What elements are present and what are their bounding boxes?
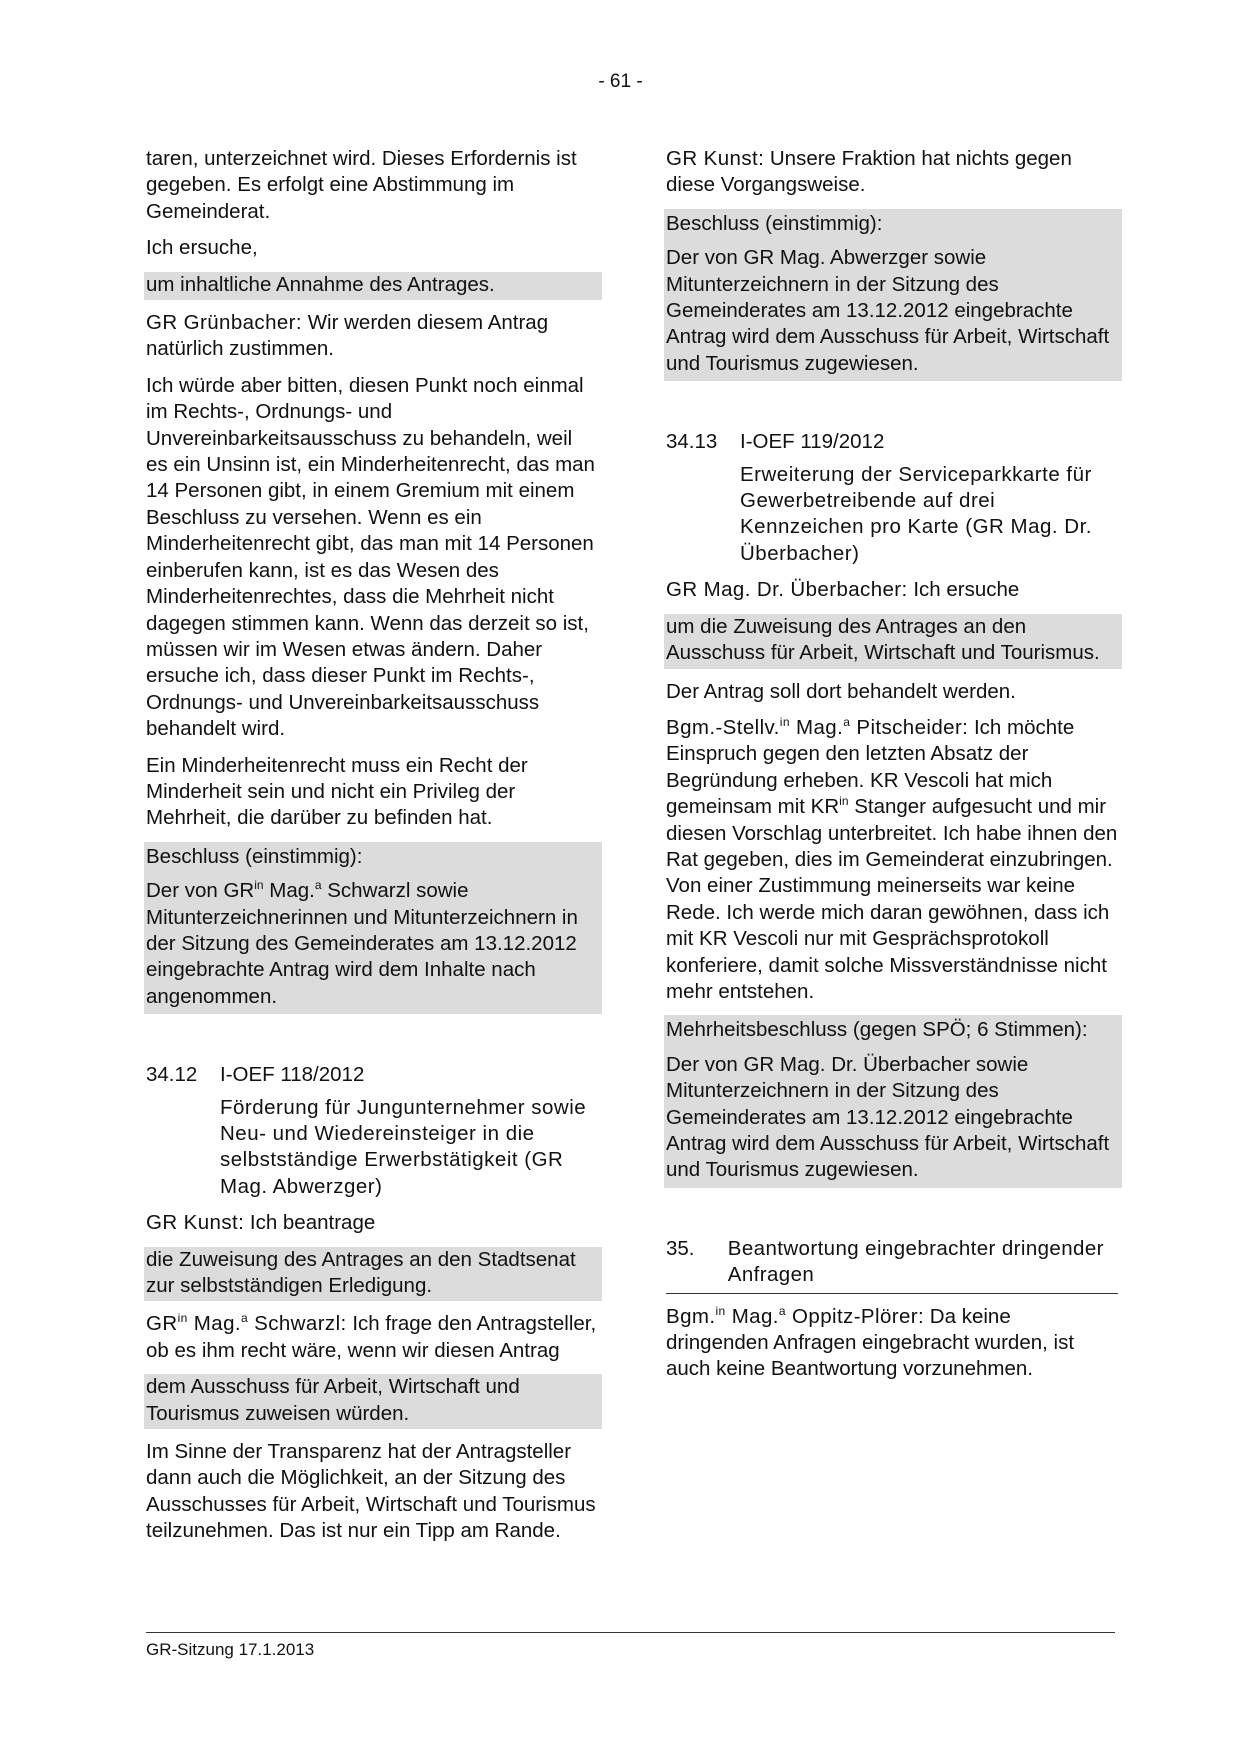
resolution-text-c: Schwarzl sowie Mitunterzeichnerinnen und Mitunterzeichnern in der Sitzung des Gemeinderates am 13.12.2012 eingebrachte Antrag wird dem Inhalte nach angenommen. (146, 879, 578, 1008)
footer-divider (146, 1632, 1115, 1633)
speaker-c: Oppitz-Plörer: (785, 1304, 925, 1328)
item-number: 34.12 (146, 1063, 198, 1087)
resolution-text-b: Mag. (263, 879, 315, 903)
speech-text: Unsere Fraktion hat nichts gegen diese Vorgangsweise. (666, 147, 1072, 197)
superscript: in (715, 1303, 726, 1318)
speech-text: Ich beantrage (244, 1211, 376, 1235)
request-highlight (146, 272, 598, 300)
speaker (666, 716, 968, 739)
speech (666, 577, 1118, 603)
speaker (666, 1305, 924, 1328)
speaker: GR Mag. Dr. Überbacher: (666, 578, 908, 602)
resolution-text (146, 878, 598, 1010)
superscript: in (254, 878, 264, 893)
speaker: GR Grünbacher: (146, 311, 302, 335)
speech-text: Da keine dringenden Anfragen eingebracht wurden, ist auch keine Beantwortung vorzunehmen. (666, 1304, 1075, 1381)
speaker-b: Mag. (187, 1312, 241, 1336)
superscript: in (839, 794, 849, 809)
speaker-a: Bgm.-Stellv. (666, 715, 780, 739)
speaker (146, 1312, 347, 1335)
speech (666, 715, 1118, 1005)
left-column (146, 146, 598, 1555)
resolution-block (664, 209, 1122, 381)
speech (146, 310, 598, 363)
speech (146, 1311, 598, 1364)
speech-text: Ich frage den Antragsteller, ob es ihm recht wäre, wenn wir diesen Antrag (146, 1312, 597, 1362)
speech (666, 1304, 1118, 1383)
speech (146, 1210, 598, 1236)
request-highlight (146, 1374, 598, 1429)
paragraph: Ich würde aber bitten, diesen Punkt noch einmal im Rechts-, Ordnungs- und Unvereinbarkeitsausschuss zu behandeln, weil es ein Unsinn ist, ein Minderheitenrecht, das man 14 Personen gibt, in einem Gremium mit einem Beschluss zu versehen. Wenn es ein Minderheitenrecht gibt, das man mit 14 Personen einberufen kann, ist es das Wesen des Minderheitenrechtes, dass die Mehrheit nicht dagegen stimmen kann. Wenn das derzeit so ist, müssen wir im Wesen etwas ändern. Daher ersuche ich, dass dieser Punkt im Rechts-, Ordnungs- und Unvereinbarkeitsausschuss behandelt wird. (146, 373, 595, 741)
resolution-label: Beschluss (einstimmig): (146, 844, 363, 868)
request-text: dem Ausschuss für Arbeit, Wirtschaft und Tourismus zuweisen würden. (144, 1374, 602, 1429)
request-highlight (146, 1247, 598, 1302)
speaker-c: Pitscheider: (850, 715, 969, 739)
superscript: a (240, 1311, 249, 1326)
paragraph: Ein Minderheitenrecht muss ein Recht der Minderheit sein und nicht ein Privileg der Mehrheit, die darüber zu befinden hat. (146, 753, 528, 830)
resolution-text: Der von GR Mag. Dr. Überbacher sowie Mitunterzeichnern in der Sitzung des Gemeinderates am 13.12.2012 eingebrachte Antrag wird dem Ausschuss für Arbeit, Wirtschaft und Tourismus zugewiesen. (666, 1052, 1110, 1182)
request-text: die Zuweisung des Antrages an den Stadtsenat zur selbstständigen Erledigung. (144, 1247, 602, 1302)
footer: GR-Sitzung 17.1.2013 (146, 1640, 315, 1659)
request-highlight (666, 614, 1118, 669)
resolution-text-a: Der von GR (146, 879, 255, 903)
speech-text-b: Stanger aufgesucht und mir diesen Vorschlag unterbreitet. Ich habe ihnen den Rat gegeben, dies im Gemeinderat einzubringen. Von einer Zustimmung meinerseits war keine Rede. Ich werde mich daran gewöhnen, dass ich mit KR Vescoli nur mit Gesprächsprotokoll konferiere, damit solche Missverständnisse nicht mehr entstehen. (666, 795, 1118, 1003)
speaker-a: GR (146, 1312, 178, 1336)
resolution-block (144, 842, 602, 1014)
item-title: Erweiterung der Serviceparkkarte für Gewerbetreibende auf drei Kennzeichen pro Karte (GR Mag. Dr. Überbacher) (740, 462, 1092, 565)
agenda-item-heading (146, 1062, 598, 1088)
request-text: um inhaltliche Annahme des Antrages. (144, 272, 602, 300)
superscript: in (177, 1311, 188, 1326)
section-title: Beantwortung eingebrachter dringender Anfragen (727, 1236, 1104, 1287)
speech-text: Wir werden diesem Antrag natürlich zustimmen. (146, 311, 549, 361)
superscript: a (778, 1303, 786, 1318)
request-text: um die Zuweisung des Antrages an den Ausschuss für Arbeit, Wirtschaft und Tourismus. (664, 614, 1122, 669)
resolution-block (664, 1015, 1122, 1187)
item-reference: I-OEF 118/2012 (220, 1063, 365, 1087)
speaker: GR Kunst: (146, 1211, 245, 1235)
right-column (666, 146, 1118, 1393)
section-number: 35. (666, 1236, 695, 1260)
superscript: a (314, 878, 322, 893)
speaker-c: Schwarzl: (248, 1312, 347, 1336)
resolution-label: Mehrheitsbeschluss (gegen SPÖ; 6 Stimmen): (666, 1018, 1088, 1042)
speech-text: Ich ersuche (907, 578, 1020, 602)
resolution-text: Der von GR Mag. Abwerzger sowie Mitunterzeichnern in der Sitzung des Gemeinderates am 13.12.2012 eingebrachte Antrag wird dem Ausschuss für Arbeit, Wirtschaft und Tourismus zugewiesen. (666, 246, 1110, 375)
item-reference: I-OEF 119/2012 (740, 430, 885, 454)
speaker: GR Kunst: (666, 147, 765, 170)
page-number: - 61 - (598, 71, 643, 92)
speaker-b: Mag. (725, 1304, 779, 1328)
paragraph: taren, unterzeichnet wird. Dieses Erfordernis ist gegeben. Es erfolgt eine Abstimmung im Gemeinderat. (146, 147, 577, 223)
speaker-a: Bgm. (666, 1304, 716, 1328)
paragraph: Der Antrag soll dort behandelt werden. (666, 679, 1016, 703)
speech-text-a: Ich möchte Einspruch gegen den letzten Absatz der Begründung erheben. KR Vescoli hat mich gemeinsam mit KR (666, 715, 1075, 819)
item-title: Förderung für Jungunternehmer sowie Neu- und Wiedereinsteiger in die selbstständige Erwerbstätigkeit (GR Mag. Abwerzger) (220, 1095, 587, 1198)
superscript: a (843, 715, 851, 730)
speaker-b: Mag. (789, 715, 844, 739)
section-heading (666, 1236, 1118, 1294)
item-number: 34.13 (666, 430, 718, 454)
resolution-label: Beschluss (einstimmig): (666, 211, 883, 235)
paragraph: Im Sinne der Transparenz hat der Antragsteller dann auch die Möglichkeit, an der Sitzung des Ausschusses für Arbeit, Wirtschaft und Tourismus teilzunehmen. Das ist nur ein Tipp am Rande. (146, 1440, 596, 1543)
superscript: in (779, 715, 790, 730)
speech (666, 146, 1118, 199)
paragraph: Ich ersuche, (146, 236, 258, 260)
agenda-item-heading (666, 429, 1118, 455)
